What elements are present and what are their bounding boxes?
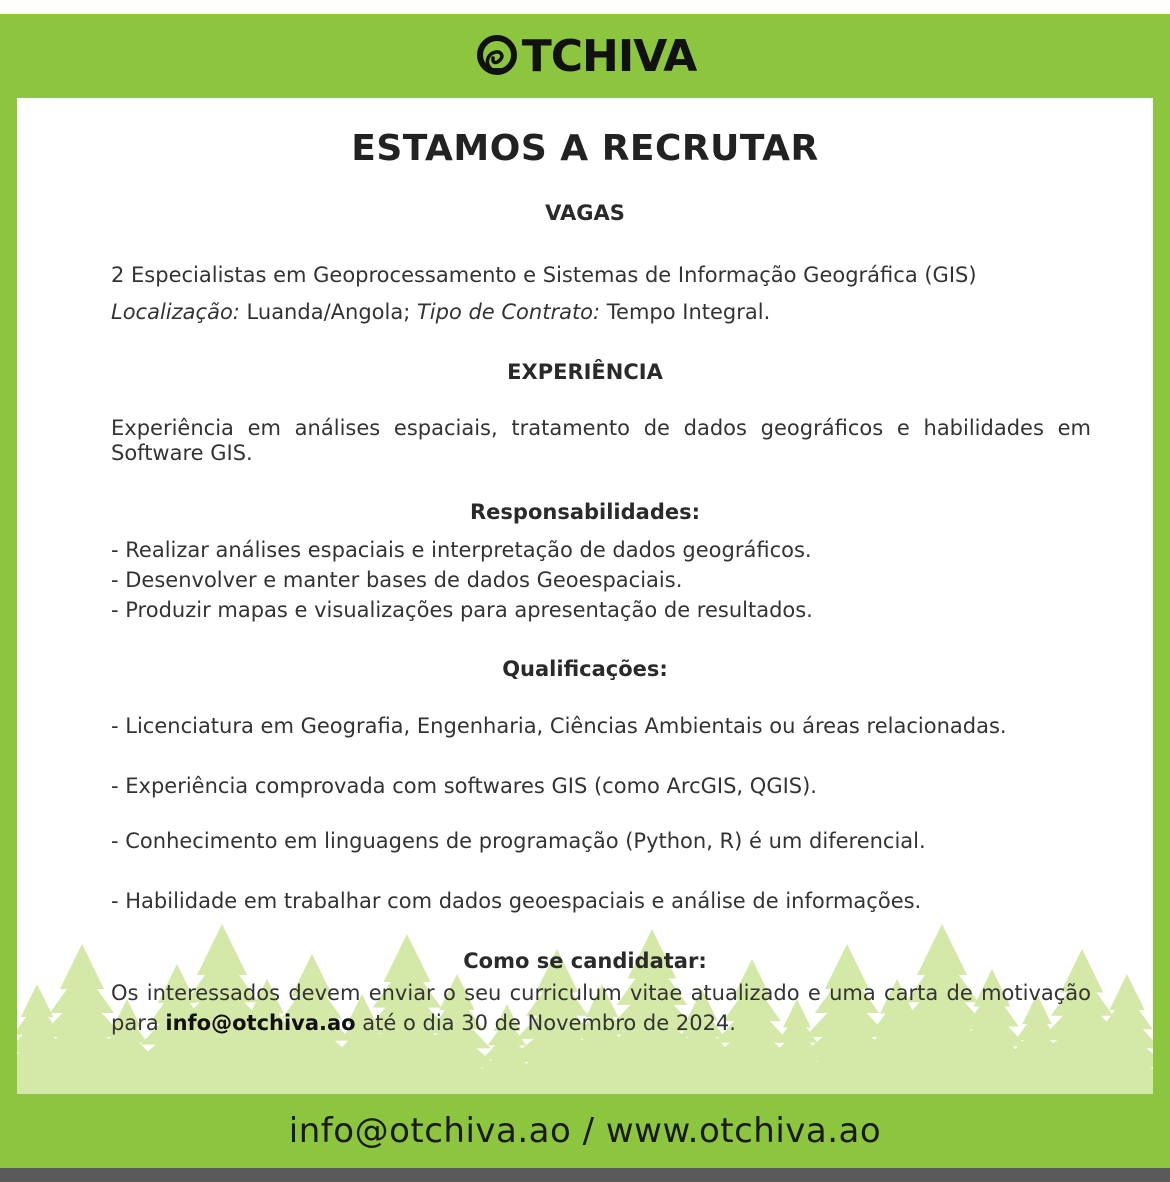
footer-contact[interactable]: info@otchiva.ao / www.otchiva.ao	[288, 1111, 882, 1151]
candidatura-text	[111, 978, 1091, 1038]
experiencia-text: Experiência em análises espaciais, tratamento de dados geográficos e habilidades em Software GIS.	[111, 416, 1091, 465]
contract-label: Tipo de Contrato:	[416, 300, 601, 324]
qualificacao-item: - Habilidade em trabalhar com dados geoespaciais e análise de informações.	[111, 889, 922, 913]
candidatura-text-before: Os interessados devem enviar o seu curriculum vitae atualizado e uma carta de motivação para	[111, 981, 1091, 1035]
position-text: 2 Especialistas em Geoprocessamento e Sistemas de Informação Geográfica (GIS)	[111, 263, 977, 287]
responsabilidades-heading: Responsabilidades:	[470, 500, 700, 524]
vagas-heading: VAGAS	[545, 201, 625, 225]
posting-content	[17, 98, 1153, 1094]
brand-logo	[0, 30, 1170, 82]
experiencia-heading: EXPERIÊNCIA	[507, 360, 663, 384]
bottom-bar	[0, 1168, 1170, 1182]
location-value: Luanda/Angola;	[239, 300, 417, 324]
otchiva-logo-icon	[474, 33, 520, 79]
top-strip	[0, 0, 1170, 14]
qualificacao-item: - Conhecimento em linguagens de programação (Python, R) é um diferencial.	[111, 829, 926, 853]
page-title: ESTAMOS A RECRUTAR	[351, 128, 819, 169]
qualificacoes-heading: Qualificações:	[502, 657, 668, 681]
brand-name: TCHIVA	[521, 30, 697, 82]
candidatura-heading: Como se candidatar:	[463, 949, 707, 973]
email-link[interactable]: info@otchiva.ao	[165, 1011, 356, 1035]
location-label: Localização:	[111, 300, 240, 324]
qualificacao-item: - Licenciatura em Geografia, Engenharia, Ciências Ambientais ou áreas relacionadas.	[111, 714, 1007, 738]
location-line	[111, 297, 1091, 327]
responsabilidade-item: - Desenvolver e manter bases de dados Geoespaciais.	[111, 568, 683, 592]
candidatura-text-after: até o dia 30 de Novembro de 2024.	[355, 1011, 736, 1035]
job-posting-panel	[17, 98, 1153, 1094]
contract-value: Tempo Integral.	[600, 300, 771, 324]
responsabilidade-item: - Realizar análises espaciais e interpretação de dados geográficos.	[111, 538, 812, 562]
qualificacao-item: - Experiência comprovada com softwares GIS (como ArcGIS, QGIS).	[111, 774, 817, 798]
responsabilidade-item: - Produzir mapas e visualizações para apresentação de resultados.	[111, 598, 813, 622]
